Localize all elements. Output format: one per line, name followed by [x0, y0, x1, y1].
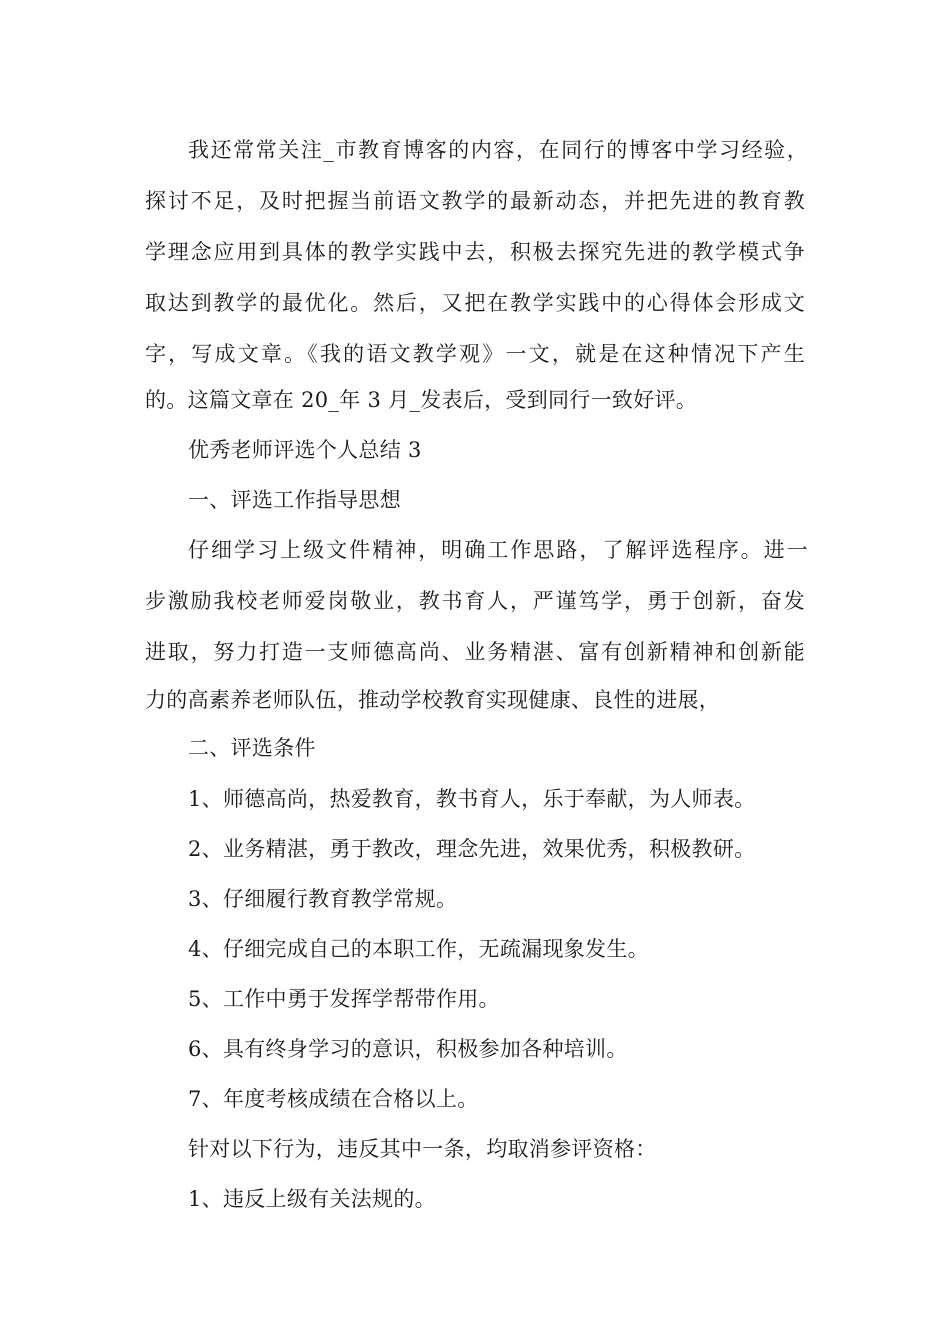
paragraph-line: 仔细学习上级文件精神，明确工作思路，了解评选程序。进一: [188, 538, 808, 562]
list-item: 2、业务精湛，勇于教改，理念先进，效果优秀，积极教研。: [188, 837, 756, 861]
paragraph-line: 字，写成文章。《我的语文教学观》一文，就是在这种情况下产生: [145, 342, 805, 366]
paragraph-line: 进取，努力打造一支师德高尚、业务精湛、富有创新精神和创新能: [145, 640, 805, 664]
list-item: 6、具有终身学习的意识，积极参加各种培训。: [188, 1037, 628, 1061]
paragraph-line: 学理念应用到具体的教学实践中去，积极去探究先进的教学模式争: [145, 240, 805, 264]
list-item: 7、年度考核成绩在合格以上。: [188, 1087, 479, 1111]
list-item: 5、工作中勇于发挥学帮带作用。: [188, 987, 500, 1011]
paragraph-line: 步激励我校老师爱岗敬业，教书育人，严谨笃学，勇于创新，奋发: [145, 589, 805, 613]
paragraph-line: 取达到教学的最优化。然后，又把在教学实践中的心得体会形成文: [145, 291, 805, 315]
list-item: 3、仔细履行教育教学常规。: [188, 887, 458, 911]
paragraph-line: 我还常常关注_市教育博客的内容，在同行的博客中学习经验，: [188, 138, 808, 162]
section-title: 优秀老师评选个人总结 3: [188, 438, 422, 462]
list-item: 4、仔细完成自己的本职工作，无疏漏现象发生。: [188, 937, 649, 961]
paragraph-line: 力的高素养老师队伍，推动学校教育实现健康、良性的进展，: [145, 688, 721, 712]
paragraph-line: 针对以下行为，违反其中一条，均取消参评资格：: [188, 1137, 657, 1161]
section-heading: 二、评选条件: [188, 736, 316, 760]
paragraph-line: 探讨不足，及时把握当前语文教学的最新动态，并把先进的教育教: [145, 189, 805, 213]
section-heading: 一、评选工作指导思想: [188, 488, 401, 512]
list-item: 1、师德高尚，热爱教育，教书育人，乐于奉献，为人师表。: [188, 787, 756, 811]
paragraph-line: 的。这篇文章在 20_年 3 月_发表后，受到同行一致好评。: [145, 388, 698, 412]
list-item: 1、违反上级有关法规的。: [188, 1187, 436, 1211]
